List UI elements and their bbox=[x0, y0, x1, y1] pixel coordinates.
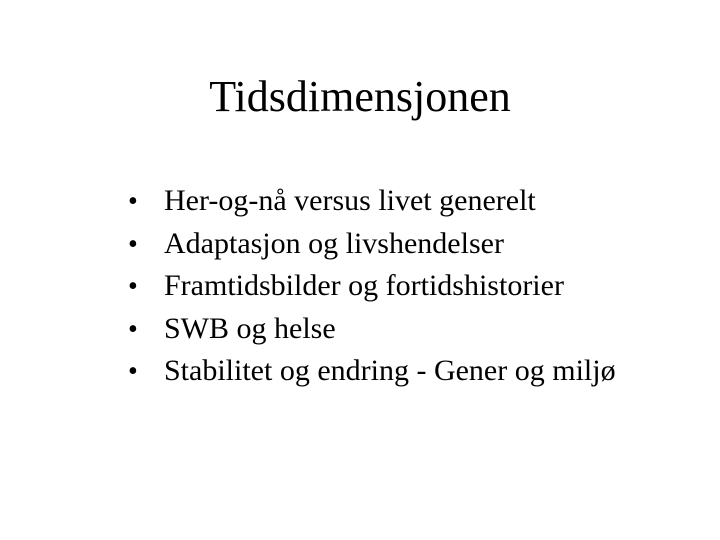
bullet-item bbox=[128, 180, 616, 223]
bullet-dot-icon: • bbox=[128, 271, 138, 302]
bullet-text: Stabilitet og endring - Gener og miljø bbox=[164, 354, 616, 387]
bullet-text: SWB og helse bbox=[164, 311, 336, 345]
bullet-item bbox=[128, 265, 616, 308]
bullet-list bbox=[128, 180, 616, 393]
bullet-item bbox=[128, 350, 616, 393]
bullet-item bbox=[128, 308, 616, 351]
bullet-text: Adaptasjon og livshendelser bbox=[164, 226, 504, 260]
slide-title: Tidsdimensjonen bbox=[209, 72, 511, 121]
bullet-text: Her-og-nå versus livet generelt bbox=[164, 184, 536, 217]
bullet-text: Framtidsbilder og fortidshistorier bbox=[164, 269, 564, 302]
bullet-dot-icon: • bbox=[128, 228, 138, 260]
bullet-dot-icon: • bbox=[128, 186, 138, 217]
bullet-dot-icon: • bbox=[128, 356, 138, 387]
bullet-item bbox=[128, 223, 616, 266]
bullet-dot-icon: • bbox=[128, 313, 138, 345]
